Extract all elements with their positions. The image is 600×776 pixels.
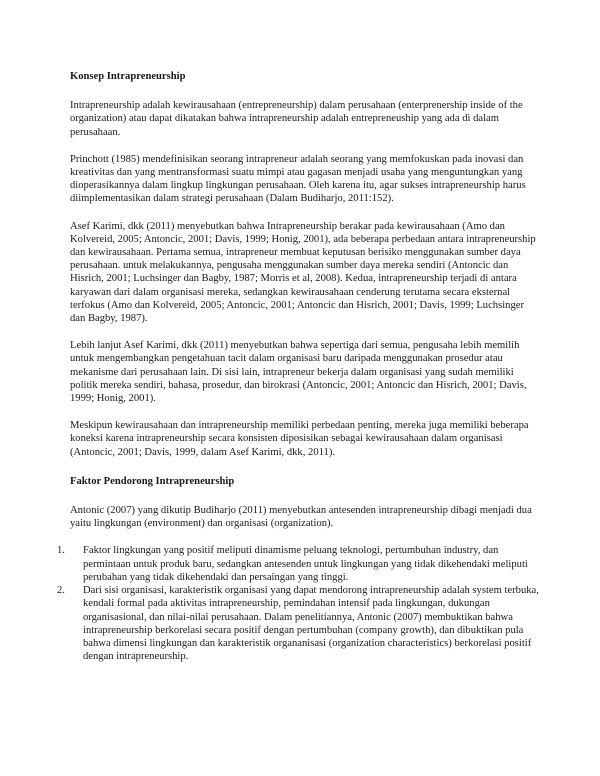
section-heading-faktor: Faktor Pendorong Intrapreneurship [70,475,235,487]
section-heading-konsep: Konsep Intrapreneurship [70,71,186,82]
list-item [57,544,540,584]
paragraph-asef-karimi: Asef Karimi, dkk (2011) menyebutkan bahwa Intrapreneurship berakar pada kewirausahaan (Amo dan Kolvereid, 2005; Antoncic, 2001; Davis, 1999; Honig, 2001), ada beberapa perbedaan antara intrapreneurship dan kewirausahaan. Pertama semua, intrapreneur membuat keputusan berisiko menggunakan sumber daya perusahaan. untuk melakukannya, pengusaha menggunakan sumber daya mereka sendiri (Antoncic dan Hisrich, 2001; Luchsinger dan Bagby, 1987; Morris et al, 2008). Kedua, intrapreneurship terjadi di antara karyawan dari dalam organisasi mereka, sedangkan kewirausahaan cenderung terutama secara eksternal terfokus (Amo dan Kolvereid, 2005; Antoncic, 2001; Antoncic dan Hisrich, 2001; Davis, 1999; Luchsinger dan Bagby, 1987). [70,220,536,325]
paragraph-antonic-intro: Antonic (2007) yang dikutip Budiharjo (2011) menyebutkan antesenden intrapreneurship dibagi menjadi dua yaitu lingkungan (environment) dan organisasi (organization). [70,505,532,530]
paragraph-princhott: Princhott (1985) mendefinisikan seorang intrapreneur adalah seorang yang memfokuskan pada inovasi dan kreativitas dan yang mentransformasi suatu mimpi atau gagasan menjadi usaha yang menguntungkan yang dioperasikannya dalam lingkup lingkungan perusahaan. Oleh karena itu, agar sukses intrapreneurship harus diimplementasikan dalam strategi perusahaan (Dalam Budiharjo, 2011:152). [70,153,526,205]
list-item-text: Faktor lingkungan yang positif meliputi dinamisme peluang teknologi, pertumbuhan industry, dan permintaan untuk produk baru, sedangkan antesenden untuk lingkungan yang tidak dikehendaki meliputi perubahan yang tidak dikehendaki dan persaingan yang tinggi. [83,545,528,583]
factor-list [57,544,540,663]
list-item-text: Dari sisi organisasi, karakteristik organisasi yang dapat mendorong intrapreneurship adalah system terbuka, kendali formal pada aktivitas intrapreneurship, pemindahan intensif pada lingkungan, dukungan organisasional, dan nilai-nilai perusahaan. Dalam penelitiannya, Antonic (2007) membuktikan bahwa intrapreneurship berkorelasi secara positif dengan pertumbuhan (company growth), dan dibuktikan pula bahwa dimensi lingkungan dan karakteristik organanisasi (organization characteristics) berkorelasi positif dengan intrapreneurship. [83,585,539,663]
paragraph-meskipun: Meskipun kewirausahaan dan intrapreneurship memiliki perbedaan penting, mereka juga memiliki beberapa koneksi karena intrapreneurship secara konsisten diposisikan sebagai kewirausahaan dalam organisasi (Antoncic, 2001; Davis, 1999, dalam Asef Karimi, dkk, 2011). [70,420,529,458]
document-body [57,70,540,663]
list-number: 2. [57,585,65,597]
paragraph-definition: Intrapreneurship adalah kewirausahaan (entrepreneurship) dalam perusahaan (enterprenership inside of the organization) atau dapat dikatakan bahwa intrapreneurship adalah entrepreneuship yang ada di dalam perusahaan. [70,100,523,138]
list-number: 1. [57,545,65,557]
paragraph-lebih-lanjut: Lebih lanjut Asef Karimi, dkk (2011) menyebutkan bahwa sepertiga dari semua, pengusaha lebih memilih untuk mengembangkan pengetahuan tacit dalam organisasi baru daripada menggunakan prosedur atau mekanisme dari perusahaan lain. Di sisi lain, intrapreneur bekerja dalam organisasi yang sudah memiliki politik mereka sendiri, bahasa, prosedur, dan birokrasi (Antoncic, 2001; Antoncic dan Hisrich, 2001; Davis, 1999; Honig, 2001). [70,340,527,405]
list-item [57,584,540,663]
